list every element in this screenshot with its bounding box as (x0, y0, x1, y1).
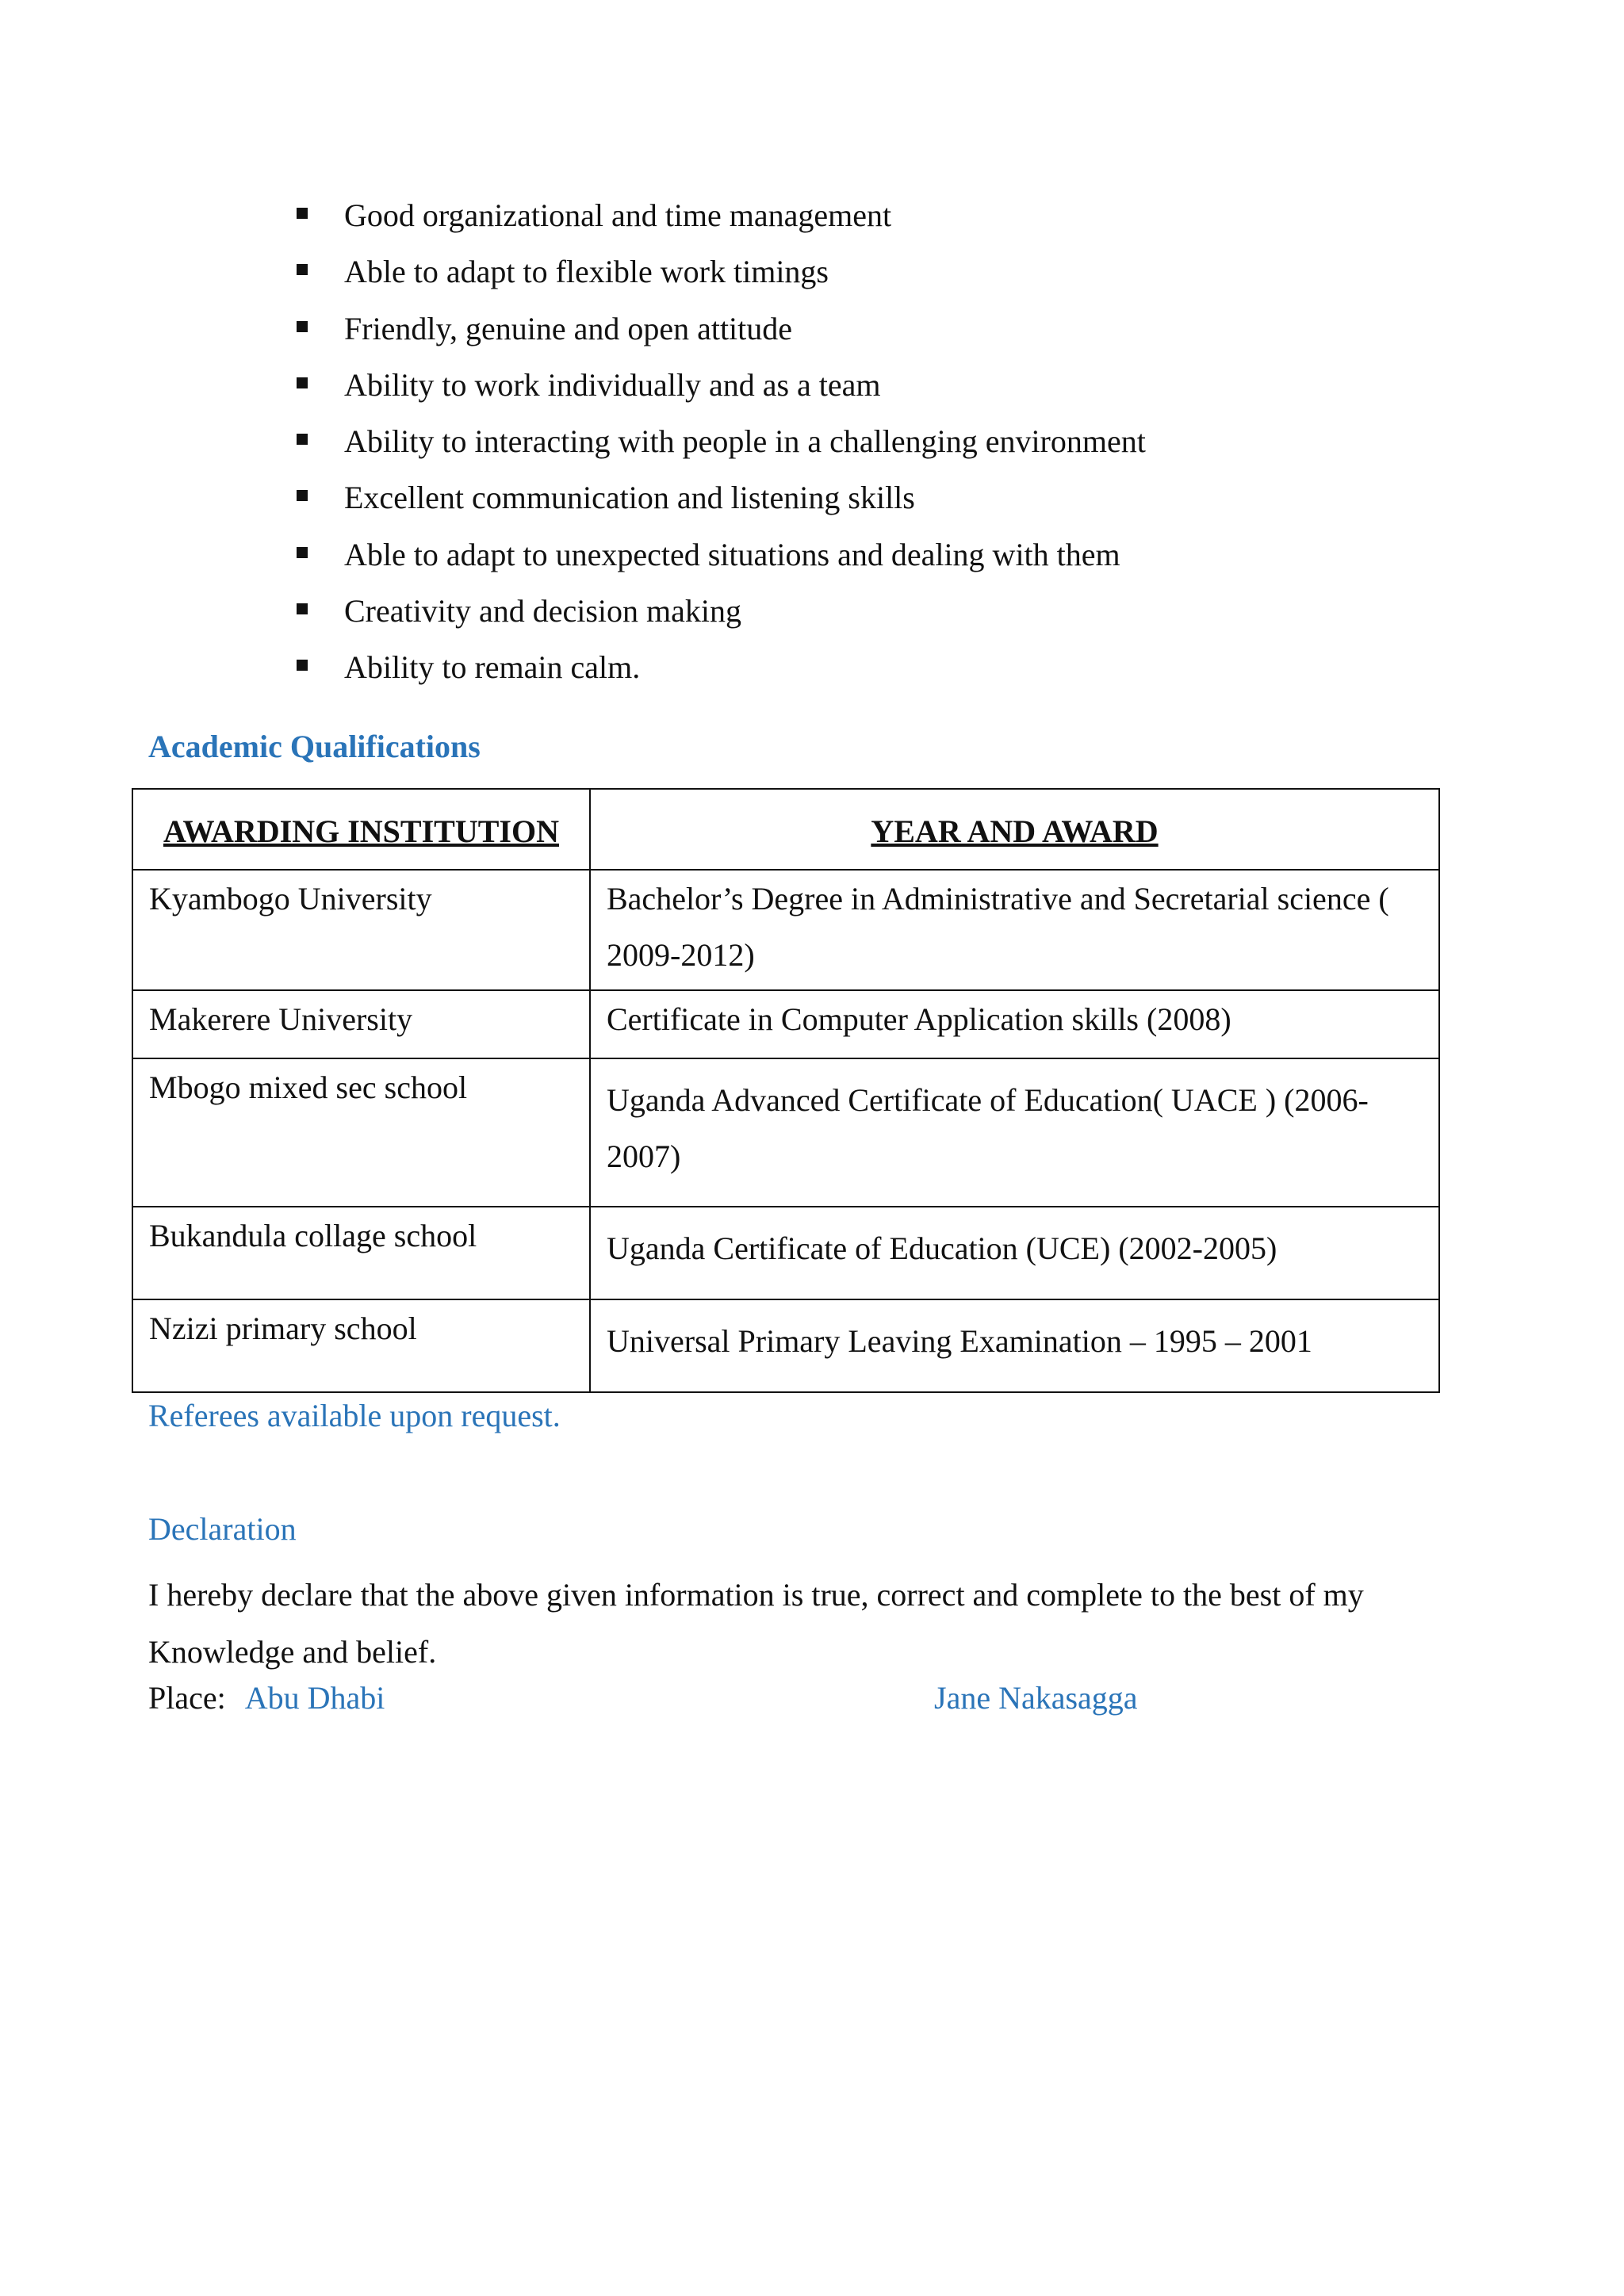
skill-text: Ability to work individually and as a team (344, 366, 881, 403)
declaration-line: I hereby declare that the above given information is true, correct and complete to the best of my (148, 1577, 1364, 1613)
award-line: Bachelor’s Degree in Administrative and Secretarial science ( (607, 881, 1389, 916)
award-cell (590, 1207, 1439, 1299)
list-item (293, 413, 1146, 469)
list-item (293, 300, 1146, 357)
square-bullet-icon (297, 603, 308, 614)
institution-cell (132, 870, 590, 990)
declaration-line: Knowledge and belief. (148, 1634, 437, 1670)
place-row (148, 1679, 385, 1716)
award-line: 2009-2012) (607, 937, 755, 973)
list-item (293, 187, 1146, 243)
table-row (132, 870, 1439, 990)
institution-cell (132, 1299, 590, 1392)
square-bullet-icon (297, 660, 308, 671)
award-cell (590, 990, 1439, 1058)
skill-text: Able to adapt to unexpected situations and dealing with them (344, 536, 1120, 572)
square-bullet-icon (297, 434, 308, 445)
list-item (293, 469, 1146, 526)
list-item (293, 357, 1146, 413)
institution-name: Mbogo mixed sec school (149, 1070, 468, 1105)
skill-text: Excellent communication and listening skills (344, 480, 915, 516)
award-line: 2007) (607, 1138, 681, 1174)
qualifications-table (132, 788, 1440, 1393)
institution-cell (132, 990, 590, 1058)
skill-text: Able to adapt to flexible work timings (344, 254, 829, 290)
institution-cell (132, 1058, 590, 1207)
institution-name: Nzizi primary school (149, 1311, 417, 1346)
list-item (293, 526, 1146, 583)
award-cell (590, 1058, 1439, 1207)
square-bullet-icon (297, 490, 308, 501)
square-bullet-icon (297, 377, 308, 388)
award-cell (590, 870, 1439, 990)
declaration-heading: Declaration (148, 1511, 297, 1547)
institution-cell (132, 1207, 590, 1299)
academic-qualifications-heading: Academic Qualifications (148, 729, 481, 764)
skill-text: Friendly, genuine and open attitude (344, 310, 793, 346)
table-row (132, 1299, 1439, 1392)
place-label: Place: (148, 1680, 226, 1716)
award-line: Uganda Certificate of Education (UCE) (2002-2005) (607, 1230, 1277, 1266)
column-header-award: YEAR AND AWARD (590, 789, 1439, 870)
table-header-row (132, 789, 1439, 870)
institution-name: Bukandula collage school (149, 1218, 477, 1253)
place-value: Abu Dhabi (244, 1680, 385, 1716)
list-item (293, 583, 1146, 639)
skill-text: Ability to interacting with people in a challenging environment (344, 423, 1146, 460)
skill-text: Creativity and decision making (344, 593, 741, 629)
square-bullet-icon (297, 208, 308, 219)
list-item (293, 243, 1146, 300)
skill-text: Good organizational and time management (344, 197, 892, 233)
award-line: Certificate in Computer Application skills (2008) (607, 1001, 1231, 1037)
signature-name: Jane Nakasagga (934, 1680, 1138, 1716)
award-line: Uganda Advanced Certificate of Education( UACE ) (2006- (607, 1082, 1369, 1118)
award-cell (590, 1299, 1439, 1392)
institution-name: Kyambogo University (149, 881, 432, 916)
square-bullet-icon (297, 547, 308, 558)
square-bullet-icon (297, 264, 308, 275)
table-row (132, 990, 1439, 1058)
column-header-institution: AWARDING INSTITUTION (132, 789, 590, 870)
award-line: Universal Primary Leaving Examination – 1995 – 2001 (607, 1323, 1312, 1359)
skill-text: Ability to remain calm. (344, 649, 641, 686)
table-row (132, 1058, 1439, 1207)
square-bullet-icon (297, 321, 308, 332)
declaration-text (148, 1567, 1417, 1681)
list-item (293, 639, 1146, 695)
table-row (132, 1207, 1439, 1299)
referees-note: Referees available upon request. (148, 1398, 561, 1433)
institution-name: Makerere University (149, 1001, 413, 1037)
skills-list (293, 187, 1146, 696)
